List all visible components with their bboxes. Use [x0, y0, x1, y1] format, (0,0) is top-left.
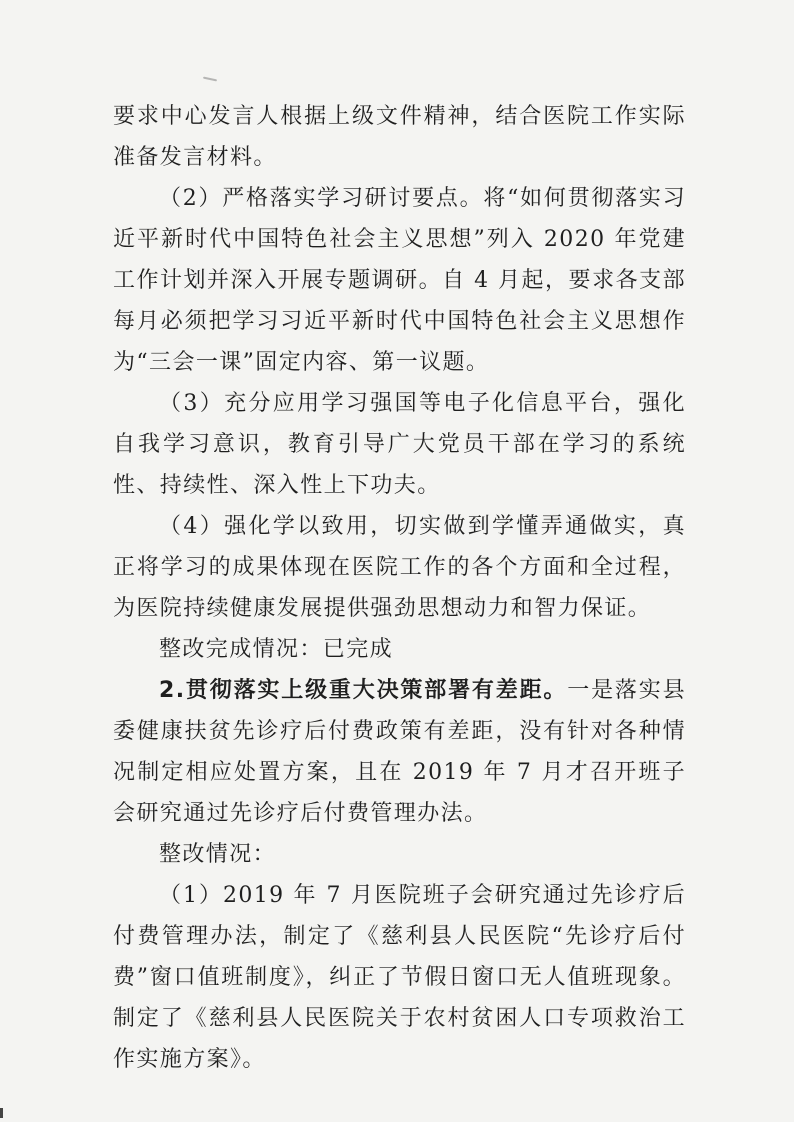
paragraph-item-3: （3）充分应用学习强国等电子化信息平台，强化自我学习意识，教育引导广大党员干部在学习的系统性、持续性、深入性上下功夫。: [113, 391, 686, 498]
section-2-paragraph: [113, 670, 686, 834]
completion-status: 整改完成情况：已完成: [159, 637, 394, 662]
paragraph-continuation: 要求中心发言人根据上级文件精神，结合医院工作实际准备发言材料。: [113, 104, 686, 170]
paragraph-item-4: （4）强化学以致用，切实做到学懂弄通做实，真正将学习的成果体现在医院工作的各个方面和全过程，为医院持续健康发展提供强劲思想动力和智力保证。: [113, 514, 686, 621]
scan-speck: [203, 77, 217, 82]
rectification-label: 整改情况：: [159, 842, 277, 867]
section-2-body: 一是落实县委健康扶贫先诊疗后付费政策有差距，没有针对各种情况制定相应处置方案，且在 2019 年 7 月才召开班子会研究通过先诊疗后付费管理办法。: [113, 678, 686, 826]
paragraph-item-1: （1）2019 年 7 月医院班子会研究通过先诊疗后付费管理办法，制定了《慈利县人民医院“先诊疗后付费”窗口值班制度》，纠正了节假日窗口无人值班现象。制定了《慈利县人民医院关于农村贫困人口专项救治工作实施方案》。: [113, 883, 686, 1072]
section-2-heading: 2.贯彻落实上级重大决策部署有差距。: [159, 678, 568, 703]
scan-edge-mark: [0, 1108, 3, 1118]
paragraph-item-2: （2）严格落实学习研讨要点。将“如何贯彻落实习近平新时代中国特色社会主义思想”列入 2020 年党建工作计划并深入开展专题调研。自 4 月起，要求各支部每月必须把学习习近平新时代中国特色社会主义思想作为“三会一课”固定内容、第一议题。: [113, 186, 686, 375]
